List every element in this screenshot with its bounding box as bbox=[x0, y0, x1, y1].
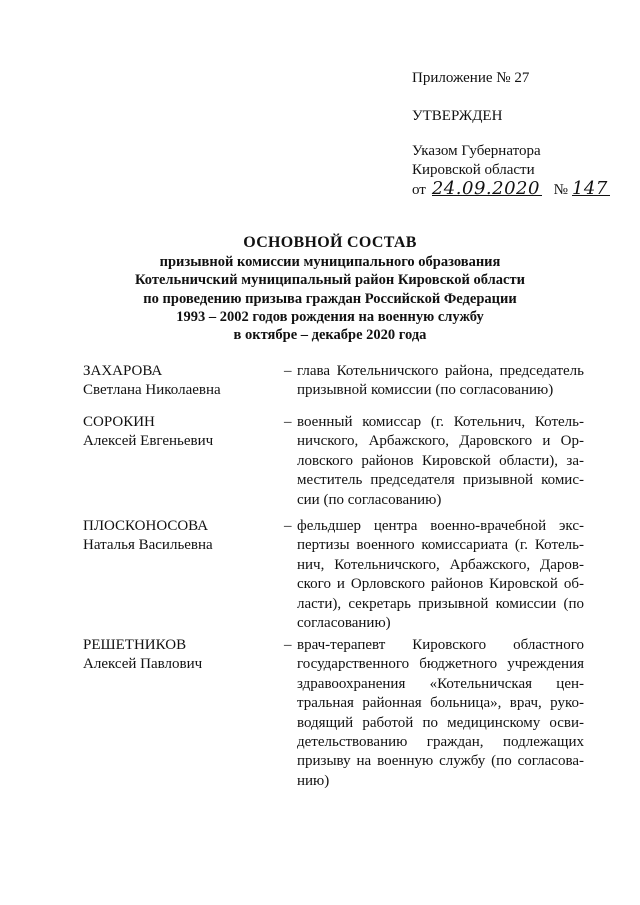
member-surname: РЕШЕТНИКОВ bbox=[83, 637, 187, 653]
member-surname: ПЛОСКОНОСОВА bbox=[83, 518, 209, 534]
desc-line: призыву на военную службу (по согласова- bbox=[297, 753, 584, 770]
date-prefix: от bbox=[412, 182, 426, 198]
decree-line-1: Указом Губернатора bbox=[412, 143, 541, 159]
title-line: по проведению призыва граждан Российской Федерации bbox=[143, 290, 517, 307]
desc-line: призывной комиссии (по согласованию) bbox=[297, 382, 554, 399]
desc-line: глава Котельничского района, председатель bbox=[297, 363, 584, 379]
member-dash: – bbox=[284, 637, 292, 653]
desc-line: сии (по согласованию) bbox=[297, 491, 442, 508]
desc-line: тральная районная больница», врач, руко- bbox=[297, 695, 584, 712]
member-description bbox=[297, 362, 584, 401]
desc-line: нию) bbox=[297, 772, 330, 789]
member-dash: – bbox=[284, 518, 292, 534]
handwritten-date: 24.09.2020 bbox=[431, 178, 540, 199]
member-dash: – bbox=[284, 363, 292, 379]
desc-line: ского и Орловского районов Кировской об- bbox=[297, 576, 584, 593]
document-title bbox=[60, 232, 600, 344]
appendix-label: Приложение № 27 bbox=[412, 70, 530, 86]
desc-line: водящий работой по медицинскому осви- bbox=[297, 714, 584, 731]
desc-line: нич, Котельничского, Арбажского, Даров- bbox=[297, 556, 584, 573]
desc-line: ласти), секретарь призывной комиссии (по bbox=[297, 595, 584, 612]
member-given-name: Алексей Павлович bbox=[83, 656, 203, 673]
desc-line: пертизы военного комиссариата (г. Котель- bbox=[297, 537, 584, 554]
member-given-name: Наталья Васильевна bbox=[83, 537, 213, 554]
desc-line: согласованию) bbox=[297, 614, 391, 631]
desc-line: ничского, Арбажского, Даровского и Ор- bbox=[297, 433, 584, 450]
desc-line: здравоохранения «Котельничская цен- bbox=[297, 675, 584, 692]
decree-date-line bbox=[412, 178, 608, 199]
title-line: в октябре – декабре 2020 года bbox=[233, 327, 427, 344]
member-description bbox=[297, 636, 584, 791]
desc-line: ловского районов Кировской области), за- bbox=[297, 452, 584, 469]
title-line: 1993 – 2002 годов рождения на военную службу bbox=[176, 308, 484, 325]
decree-line-2: Кировской области bbox=[412, 162, 535, 178]
desc-line: государственного бюджетного учреждения bbox=[297, 656, 584, 673]
desc-line: врач-терапевт Кировского областного bbox=[297, 637, 584, 653]
approved-label: УТВЕРЖДЕН bbox=[412, 108, 503, 124]
number-prefix: № bbox=[553, 182, 568, 198]
desc-line: детельствованию граждан, подлежащих bbox=[297, 733, 584, 750]
member-given-name: Светлана Николаевна bbox=[83, 382, 221, 399]
member-surname: ЗАХАРОВА bbox=[83, 363, 163, 379]
desc-line: меститель председателя призывной комис- bbox=[297, 472, 584, 489]
member-given-name: Алексей Евгеньевич bbox=[83, 433, 214, 450]
member-description bbox=[297, 517, 584, 633]
member-surname: СОРОКИН bbox=[83, 414, 155, 430]
member-dash: – bbox=[284, 414, 292, 430]
title-main: ОСНОВНОЙ СОСТАВ bbox=[243, 234, 417, 251]
title-line: призывной комиссии муниципального образования bbox=[159, 254, 501, 270]
desc-line: фельдшер центра военно-врачебной экс- bbox=[297, 518, 584, 534]
title-line: Котельничский муниципальный район Кировской области bbox=[135, 272, 525, 289]
handwritten-number: 147 bbox=[571, 178, 608, 199]
member-description bbox=[297, 413, 584, 510]
desc-line: военный комиссар (г. Котельнич, Котель- bbox=[297, 414, 584, 430]
